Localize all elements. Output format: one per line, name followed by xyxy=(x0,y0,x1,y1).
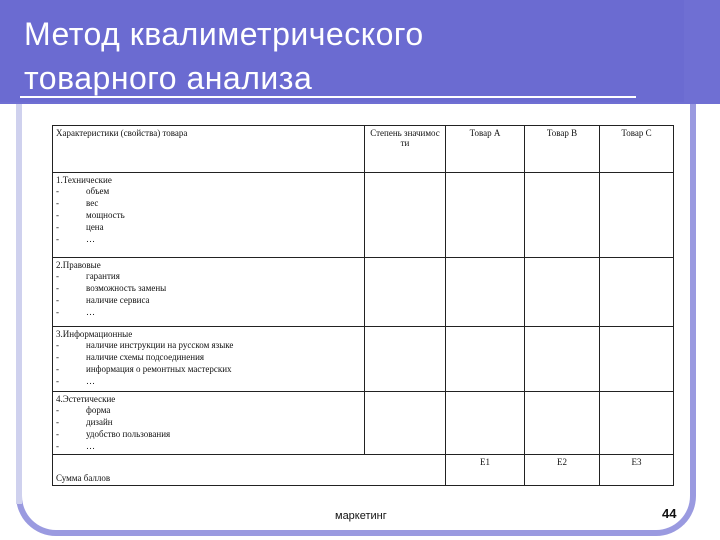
list-item xyxy=(56,428,361,440)
dash: - xyxy=(56,340,59,350)
table-row xyxy=(53,173,674,258)
sum-label: Сумма баллов xyxy=(53,455,446,486)
dash: - xyxy=(56,441,59,451)
cell-empty xyxy=(446,327,525,392)
list-item xyxy=(56,440,361,452)
header-significance xyxy=(365,126,446,173)
dash: - xyxy=(56,271,59,281)
item-text: наличие инструкции на русском языке xyxy=(86,340,234,350)
cell-empty xyxy=(525,173,600,258)
dash: - xyxy=(56,295,59,305)
item-text: информация о ремонтных мастерских xyxy=(86,364,232,374)
cell-empty xyxy=(600,327,674,392)
table-row xyxy=(53,327,674,392)
cell-empty xyxy=(600,392,674,455)
dash: - xyxy=(56,210,59,220)
item-text: наличие схемы подсоединения xyxy=(86,352,205,362)
item-text: удобство пользования xyxy=(86,429,171,439)
list-item xyxy=(56,404,361,416)
cell-empty xyxy=(365,327,446,392)
item-text: форма xyxy=(86,405,111,415)
section-technical xyxy=(53,173,365,258)
item-text: вес xyxy=(86,198,99,208)
list-item xyxy=(56,363,361,375)
table-row xyxy=(53,258,674,327)
item-text: дизайн xyxy=(86,417,113,427)
item-text: мощность xyxy=(86,210,125,220)
list-item xyxy=(56,294,361,306)
dash: - xyxy=(56,405,59,415)
cell-empty xyxy=(446,258,525,327)
item-text: … xyxy=(86,441,95,451)
title-underline xyxy=(20,96,636,98)
item-text: гарантия xyxy=(86,271,120,281)
item-text: … xyxy=(86,234,95,244)
cell-empty xyxy=(525,392,600,455)
cell-empty xyxy=(365,173,446,258)
dash: - xyxy=(56,376,59,386)
item-text: … xyxy=(86,376,95,386)
item-text: … xyxy=(86,307,95,317)
total-e1: Е1 xyxy=(446,455,525,486)
cell-empty xyxy=(446,392,525,455)
dash: - xyxy=(56,352,59,362)
list-item xyxy=(56,197,361,209)
dash: - xyxy=(56,283,59,293)
section-title: 1.Технические xyxy=(56,175,112,185)
slide-title-line1: Метод квалиметрического xyxy=(24,16,424,52)
section-title: 4.Эстетические xyxy=(56,394,116,404)
cell-empty xyxy=(365,258,446,327)
total-e2: Е2 xyxy=(525,455,600,486)
list-item xyxy=(56,209,361,221)
cell-empty xyxy=(525,258,600,327)
cell-empty xyxy=(600,258,674,327)
list-item xyxy=(56,375,361,387)
dash: - xyxy=(56,429,59,439)
list-item xyxy=(56,351,361,363)
header-product-a: Товар А xyxy=(446,126,525,173)
list-item xyxy=(56,339,361,351)
dash: - xyxy=(56,222,59,232)
cell-empty xyxy=(365,392,446,455)
table-sum-row xyxy=(53,455,674,486)
list-item xyxy=(56,416,361,428)
item-text: цена xyxy=(86,222,104,232)
list-item xyxy=(56,270,361,282)
item-text: наличие сервиса xyxy=(86,295,150,305)
list-item xyxy=(56,306,361,318)
header-significance-text: Степень значимос ти xyxy=(370,128,440,148)
dash: - xyxy=(56,198,59,208)
header-product-c: Товар С xyxy=(600,126,674,173)
list-item xyxy=(56,221,361,233)
page-number: 44 xyxy=(662,506,677,521)
qualimetric-table xyxy=(52,125,674,486)
dash: - xyxy=(56,307,59,317)
section-informational xyxy=(53,327,365,392)
slide-title-line2: товарного анализа xyxy=(24,60,313,96)
cell-empty xyxy=(446,173,525,258)
list-item xyxy=(56,185,361,197)
cell-empty xyxy=(525,327,600,392)
header-product-b: Товар В xyxy=(525,126,600,173)
table-row xyxy=(53,392,674,455)
dash: - xyxy=(56,234,59,244)
slide-title xyxy=(24,12,424,100)
item-text: объем xyxy=(86,186,110,196)
frame-accent xyxy=(16,104,22,504)
dash: - xyxy=(56,417,59,427)
list-item xyxy=(56,233,361,245)
header-characteristics: Характеристики (свойства) товара xyxy=(53,126,365,173)
section-legal xyxy=(53,258,365,327)
section-title: 3.Информационные xyxy=(56,329,133,339)
total-e3: Е3 xyxy=(600,455,674,486)
footer-label: маркетинг xyxy=(335,510,387,522)
section-title: 2.Правовые xyxy=(56,260,101,270)
item-text: возможность замены xyxy=(86,283,167,293)
dash: - xyxy=(56,186,59,196)
dash: - xyxy=(56,364,59,374)
table-header-row xyxy=(53,126,674,173)
section-aesthetic xyxy=(53,392,365,455)
cell-empty xyxy=(600,173,674,258)
list-item xyxy=(56,282,361,294)
